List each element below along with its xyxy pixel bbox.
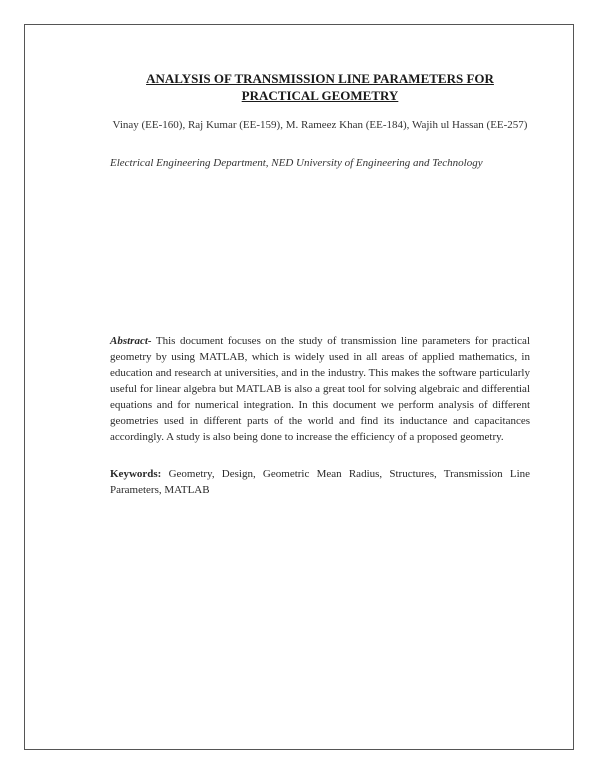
abstract-text: This document focuses on the study of transmission line parameters for practical geometry by using MATLAB, which is widely used in all areas of applied mathematics, in education and research at universities, and in the industry. This makes the software particularly useful for linear algebra but MATLAB is also a great tool for solving algebraic and differential equations and for numerical integration. In this document we perform analysis of different geometries used in different parts of the world and find its inductance and capacitances accordingly. A study is also being done to increase the efficiency of a proposed geometry. [110,335,530,443]
author-list: Vinay (EE-160), Raj Kumar (EE-159), M. Rameez Khan (EE-184), Wajih ul Hassan (EE-257) [112,119,528,131]
abstract-label: Abstract- [110,335,152,347]
paper-title: ANALYSIS OF TRANSMISSION LINE PARAMETERS FOR PRACTICAL GEOMETRY [146,71,494,103]
keywords-text: Geometry, Design, Geometric Mean Radius, Structures, Transmission Line Parameters, MATLAB [110,468,531,496]
keywords-label: Keywords: [110,468,162,480]
keywords [110,466,530,498]
abstract [110,333,530,445]
affiliation: Electrical Engineering Department, NED University of Engineering and Technology [110,157,483,169]
